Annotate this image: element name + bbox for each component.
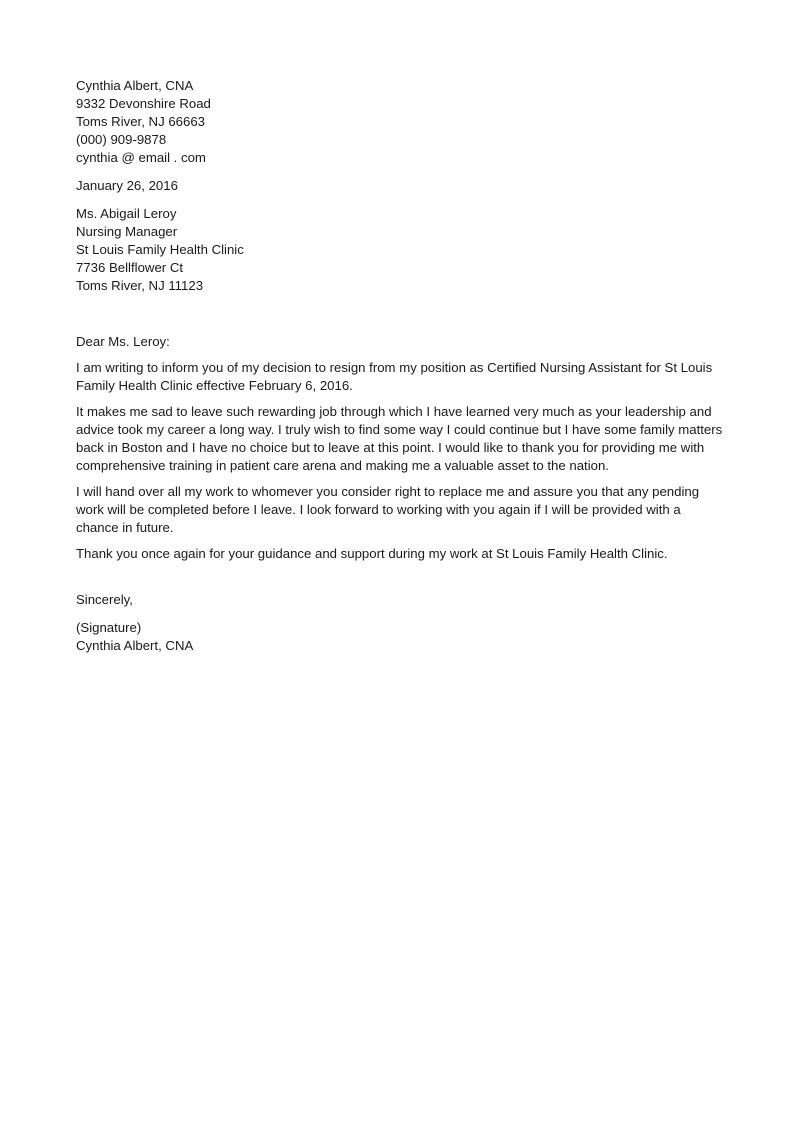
sender-street: 9332 Devonshire Road: [76, 96, 211, 111]
closing: Sincerely,: [76, 592, 133, 607]
body-paragraph-4: Thank you once again for your guidance and support during my work at St Louis Family Health Clinic.: [76, 546, 668, 561]
closing-spacer: [76, 571, 726, 591]
body-paragraph-2: It makes me sad to leave such rewarding job through which I have learned very much as your leadership and advice took my career a long way. I truly wish to find some way I could continue but I have some family matters back in Boston and I have no choice but to leave at this point. I would like to thank you for providing me with comprehensive training in patient care arena and making me a valuable asset to the nation.: [76, 404, 723, 473]
sender-name: Cynthia Albert, CNA: [76, 78, 194, 93]
letter-date-block: [76, 177, 726, 195]
signature-block: [76, 619, 726, 655]
body-paragraph-3: I will hand over all my work to whomever you consider right to replace me and assure you that any pending work will be completed before I leave. I look forward to working with you again if I will be provided with a chance in future.: [76, 484, 700, 535]
salutation: Dear Ms. Leroy:: [76, 334, 170, 349]
recipient-organization: St Louis Family Health Clinic: [76, 242, 244, 257]
signature-placeholder: (Signature): [76, 620, 142, 635]
recipient-name: Ms. Abigail Leroy: [76, 206, 177, 221]
signer-name: Cynthia Albert, CNA: [76, 638, 194, 653]
sender-phone: (000) 909-9878: [76, 132, 167, 147]
body-paragraph-1: I am writing to inform you of my decision to resign from my position as Certified Nursing Assistant for St Louis Family Health Clinic effective February 6, 2016.: [76, 360, 713, 393]
recipient-address-block: [76, 205, 726, 295]
resignation-letter: [76, 77, 726, 655]
recipient-title: Nursing Manager: [76, 224, 178, 239]
sender-email: cynthia @ email . com: [76, 150, 206, 165]
sender-address-block: [76, 77, 726, 167]
letter-date: January 26, 2016: [76, 178, 178, 193]
recipient-street: 7736 Bellflower Ct: [76, 260, 184, 275]
recipient-city-state-zip: Toms River, NJ 11123: [76, 278, 204, 293]
sender-city-state-zip: Toms River, NJ 66663: [76, 114, 205, 129]
